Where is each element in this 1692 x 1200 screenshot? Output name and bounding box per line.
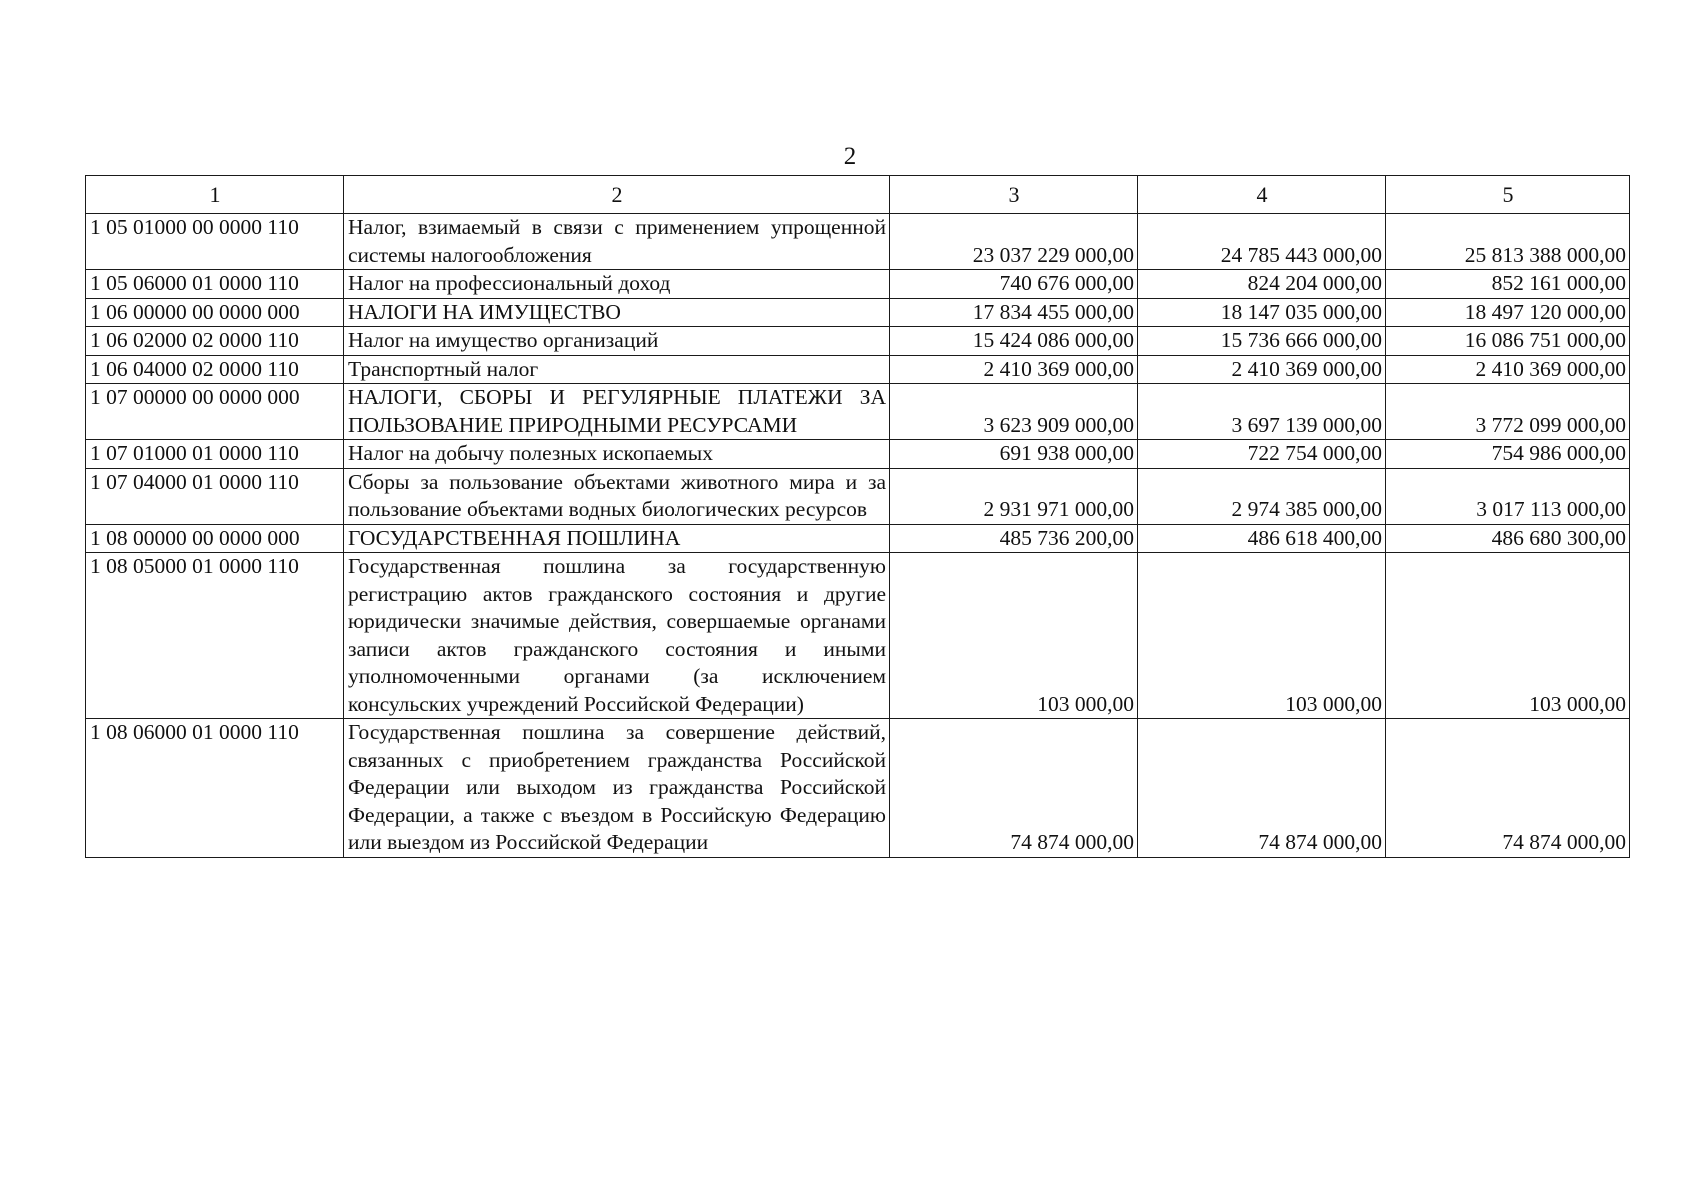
amount-col-5: 25 813 388 000,00 [1386,214,1630,270]
amount-col-3: 2 931 971 000,00 [890,468,1138,524]
amount-col-4: 18 147 035 000,00 [1138,298,1386,327]
budget-code: 1 07 04000 01 0000 110 [86,468,344,524]
table-row [86,298,1630,327]
table-row [86,214,1630,270]
amount-col-4: 2 974 385 000,00 [1138,468,1386,524]
revenue-name: ГОСУДАРСТВЕННАЯ ПОШЛИНА [344,524,890,553]
column-header-3: 3 [890,176,1138,214]
budget-code: 1 05 06000 01 0000 110 [86,270,344,299]
budget-revenue-table [85,175,1630,858]
amount-col-4: 824 204 000,00 [1138,270,1386,299]
table-row [86,524,1630,553]
amount-col-4: 15 736 666 000,00 [1138,327,1386,356]
revenue-name: Налог на профессиональный доход [344,270,890,299]
column-header-5: 5 [1386,176,1630,214]
amount-col-3: 740 676 000,00 [890,270,1138,299]
table-row [86,440,1630,469]
table-row [86,468,1630,524]
amount-col-3: 3 623 909 000,00 [890,384,1138,440]
budget-code: 1 06 04000 02 0000 110 [86,355,344,384]
amount-col-4: 486 618 400,00 [1138,524,1386,553]
amount-col-3: 15 424 086 000,00 [890,327,1138,356]
budget-code: 1 08 05000 01 0000 110 [86,553,344,719]
amount-col-5: 3 017 113 000,00 [1386,468,1630,524]
revenue-name: Налог на добычу полезных ископаемых [344,440,890,469]
revenue-name: Государственная пошлина за государственную регистрацию актов гражданского состояния и другие юридически значимые действия, совершаемые органами записи актов гражданского состояния и иными уполномоченными органами (за исключением консульских учреждений Российской Федерации) [344,553,890,719]
column-header-4: 4 [1138,176,1386,214]
amount-col-5: 18 497 120 000,00 [1386,298,1630,327]
revenue-name: НАЛОГИ НА ИМУЩЕСТВО [344,298,890,327]
revenue-name: НАЛОГИ, СБОРЫ И РЕГУЛЯРНЫЕ ПЛАТЕЖИ ЗА ПОЛЬЗОВАНИЕ ПРИРОДНЫМИ РЕСУРСАМИ [344,384,890,440]
budget-code: 1 08 00000 00 0000 000 [86,524,344,553]
amount-col-3: 74 874 000,00 [890,719,1138,858]
amount-col-4: 2 410 369 000,00 [1138,355,1386,384]
amount-col-4: 3 697 139 000,00 [1138,384,1386,440]
table-row [86,270,1630,299]
table-row [86,553,1630,719]
amount-col-3: 103 000,00 [890,553,1138,719]
amount-col-5: 16 086 751 000,00 [1386,327,1630,356]
amount-col-3: 485 736 200,00 [890,524,1138,553]
revenue-name: Сборы за пользование объектами животного мира и за пользование объектами водных биологических ресурсов [344,468,890,524]
amount-col-5: 486 680 300,00 [1386,524,1630,553]
column-header-1: 1 [86,176,344,214]
budget-code: 1 07 01000 01 0000 110 [86,440,344,469]
amount-col-3: 17 834 455 000,00 [890,298,1138,327]
budget-code: 1 08 06000 01 0000 110 [86,719,344,858]
budget-code: 1 07 00000 00 0000 000 [86,384,344,440]
amount-col-3: 691 938 000,00 [890,440,1138,469]
amount-col-5: 3 772 099 000,00 [1386,384,1630,440]
amount-col-3: 23 037 229 000,00 [890,214,1138,270]
amount-col-5: 852 161 000,00 [1386,270,1630,299]
amount-col-5: 74 874 000,00 [1386,719,1630,858]
revenue-name: Транспортный налог [344,355,890,384]
revenue-name: Налог, взимаемый в связи с применением упрощенной системы налогообложения [344,214,890,270]
amount-col-3: 2 410 369 000,00 [890,355,1138,384]
table-row [86,327,1630,356]
column-header-2: 2 [344,176,890,214]
table-row [86,719,1630,858]
amount-col-5: 754 986 000,00 [1386,440,1630,469]
page-number: 2 [843,143,857,170]
table-header-row [86,176,1630,214]
budget-code: 1 06 02000 02 0000 110 [86,327,344,356]
table-row [86,384,1630,440]
amount-col-5: 2 410 369 000,00 [1386,355,1630,384]
revenue-name: Налог на имущество организаций [344,327,890,356]
revenue-name: Государственная пошлина за совершение действий, связанных с приобретением гражданства Российской Федерации или выходом из гражданства Российской Федерации, а также с въездом в Российскую Федерацию или выездом из Российской Федерации [344,719,890,858]
budget-code: 1 05 01000 00 0000 110 [86,214,344,270]
amount-col-4: 722 754 000,00 [1138,440,1386,469]
amount-col-4: 74 874 000,00 [1138,719,1386,858]
amount-col-4: 103 000,00 [1138,553,1386,719]
amount-col-5: 103 000,00 [1386,553,1630,719]
table-row [86,355,1630,384]
budget-code: 1 06 00000 00 0000 000 [86,298,344,327]
amount-col-4: 24 785 443 000,00 [1138,214,1386,270]
